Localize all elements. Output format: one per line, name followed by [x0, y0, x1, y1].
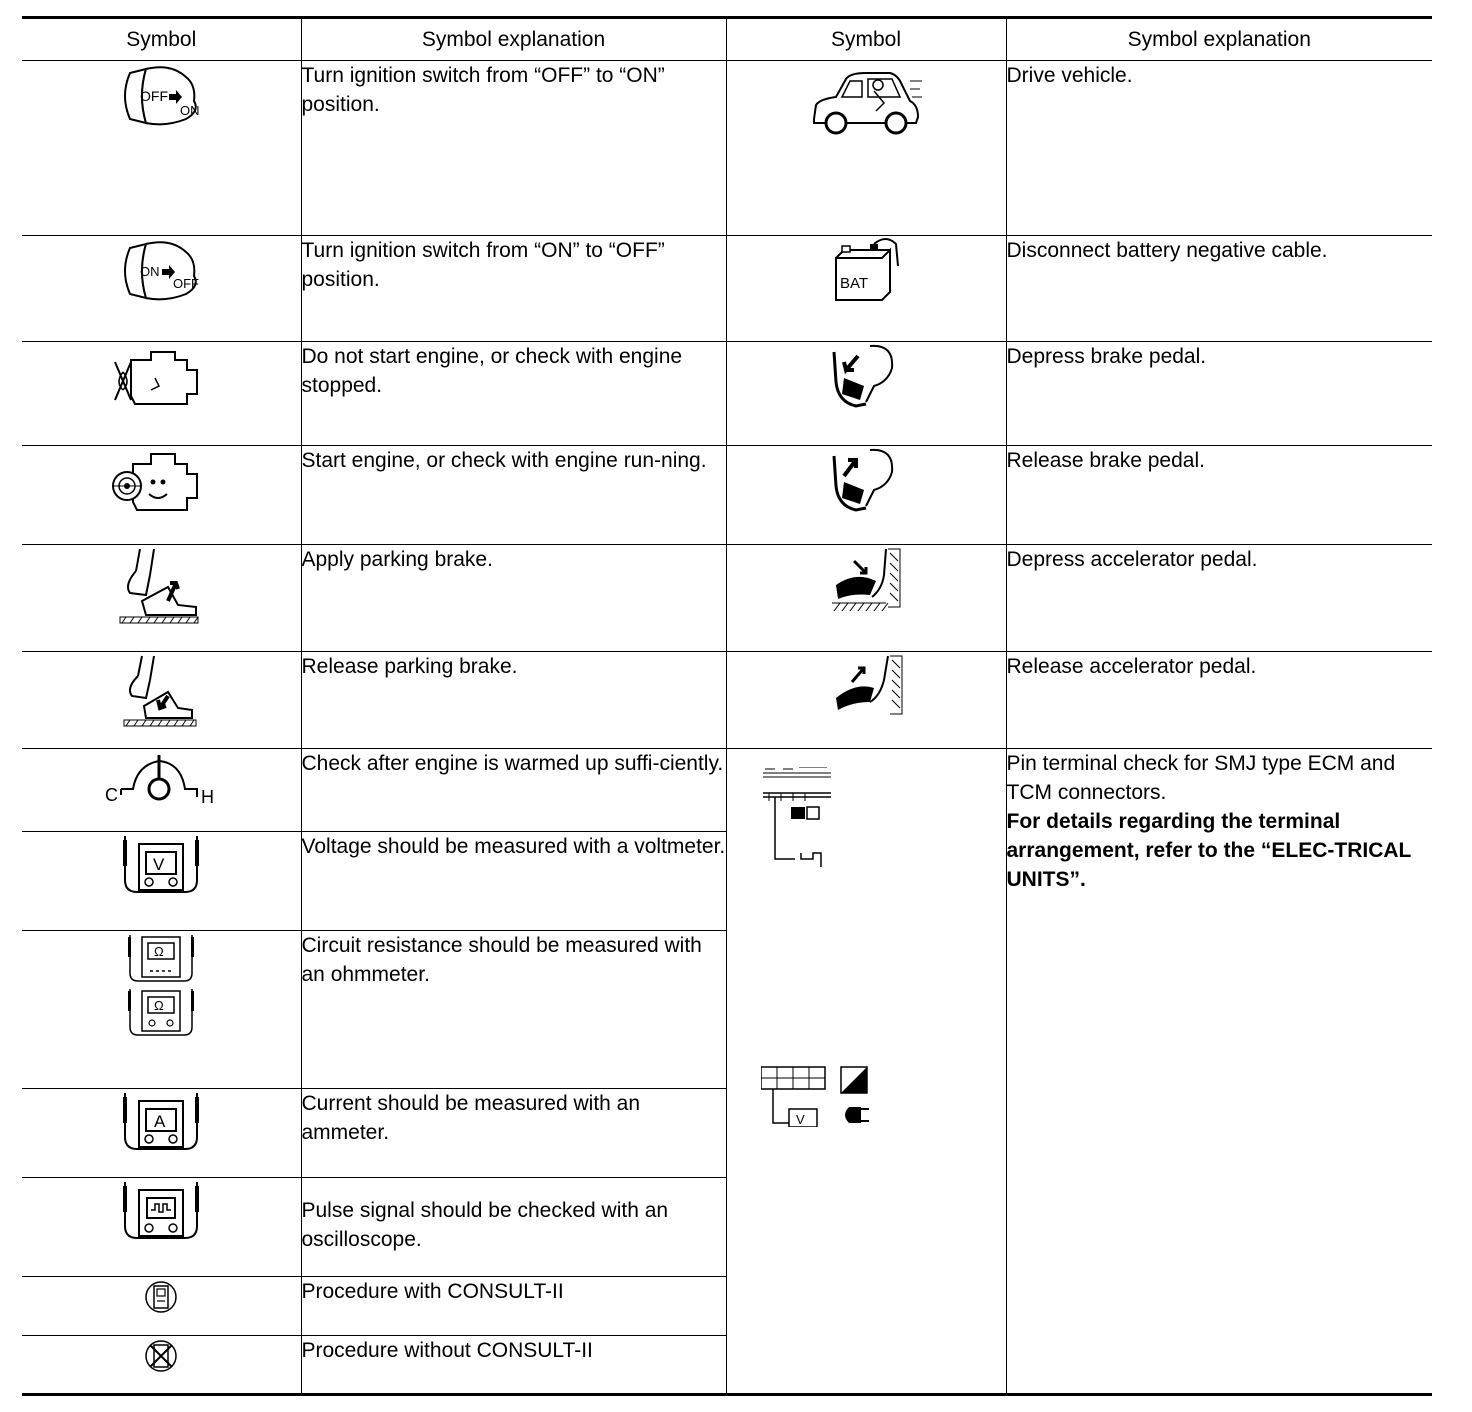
table-row	[22, 545, 1432, 652]
explanation-cell: Turn ignition switch from “ON” to “OFF” position.	[301, 236, 726, 342]
cold-label: C	[105, 785, 119, 805]
symbol-cell	[726, 61, 1006, 236]
hot-label: H	[201, 787, 215, 807]
pin-terminal-text: Pin terminal check for SMJ type ECM and TCM connectors.	[1006, 752, 1396, 804]
drive-vehicle-icon	[806, 61, 926, 141]
explanation-cell	[1006, 749, 1432, 1395]
explanation-cell: Release accelerator pedal.	[1006, 652, 1432, 749]
explanation-cell: Voltage should be measured with a voltmeter.	[301, 832, 726, 931]
symbol-cell	[22, 749, 301, 832]
battery-icon	[826, 236, 906, 306]
symbol-cell	[726, 749, 1006, 1395]
pin-terminal-check-icon	[761, 767, 911, 1127]
explanation-cell: Procedure without CONSULT-II	[301, 1336, 726, 1395]
temperature-gauge-icon	[101, 749, 221, 813]
table-row	[22, 342, 1432, 446]
on-label: ON	[180, 103, 200, 118]
explanation-cell: Release parking brake.	[301, 652, 726, 749]
symbol-cell	[22, 1277, 301, 1336]
depress-accelerator-icon	[826, 545, 906, 615]
pin-terminal-note: For details regarding the terminal arrangement, refer to the “ELEC-TRICAL UNITS”.	[1006, 810, 1412, 891]
symbol-cell	[22, 1336, 301, 1395]
depress-brake-pedal-icon	[826, 342, 906, 412]
table-row	[22, 749, 1432, 832]
symbol-table	[22, 16, 1432, 1396]
consult-ii-icon	[141, 1277, 181, 1317]
ohm-label: Ω	[154, 944, 164, 959]
header-symbol-left: Symbol	[22, 18, 301, 61]
a-label: A	[154, 1112, 166, 1131]
bat-label: BAT	[840, 275, 869, 292]
v-label: V	[153, 855, 165, 874]
explanation-cell: Disconnect battery negative cable.	[1006, 236, 1432, 342]
symbol-cell	[22, 832, 301, 931]
symbol-cell	[22, 652, 301, 749]
explanation-cell: Depress accelerator pedal.	[1006, 545, 1432, 652]
header-explanation-left: Symbol explanation	[301, 18, 726, 61]
explanation-cell: Pulse signal should be checked with an oscilloscope.	[301, 1178, 726, 1277]
symbol-cell	[726, 545, 1006, 652]
table-row	[22, 61, 1432, 236]
symbol-cell	[22, 236, 301, 342]
explanation-cell: Current should be measured with an ammeter.	[301, 1089, 726, 1178]
symbol-cell	[726, 236, 1006, 342]
on-label: ON	[140, 264, 160, 279]
ammeter-icon	[121, 1089, 201, 1155]
engine-stopped-icon	[111, 342, 211, 412]
off-label: OFF	[140, 88, 169, 104]
symbol-cell	[726, 446, 1006, 545]
ohm-label: Ω	[154, 998, 164, 1013]
v-label: V	[795, 1112, 805, 1127]
table-row	[22, 236, 1432, 342]
explanation-cell: Turn ignition switch from “OFF” to “ON” position.	[301, 61, 726, 236]
ohmmeter-icon	[126, 931, 196, 1041]
explanation-cell: Depress brake pedal.	[1006, 342, 1432, 446]
explanation-cell: Circuit resistance should be measured with an ohmmeter.	[301, 931, 726, 1089]
release-parking-brake-icon	[116, 652, 206, 732]
explanation-cell: Check after engine is warmed up suffi-ciently.	[301, 749, 726, 832]
oscilloscope-icon	[121, 1178, 201, 1244]
symbol-cell	[22, 1089, 301, 1178]
voltmeter-icon	[121, 832, 201, 898]
apply-parking-brake-icon	[116, 545, 206, 629]
symbol-cell	[726, 652, 1006, 749]
explanation-cell: Do not start engine, or check with engine stopped.	[301, 342, 726, 446]
engine-running-icon	[111, 446, 211, 516]
symbol-cell	[22, 342, 301, 446]
symbol-cell	[726, 342, 1006, 446]
explanation-cell: Release brake pedal.	[1006, 446, 1432, 545]
release-brake-pedal-icon	[826, 446, 906, 516]
symbol-cell	[22, 931, 301, 1089]
symbol-cell	[22, 545, 301, 652]
table-row	[22, 652, 1432, 749]
symbol-cell	[22, 1178, 301, 1277]
explanation-cell: Apply parking brake.	[301, 545, 726, 652]
symbol-cell	[22, 61, 301, 236]
symbol-cell	[22, 446, 301, 545]
ignition-off-to-on-icon	[116, 61, 206, 131]
ignition-on-to-off-icon	[116, 236, 206, 306]
header-explanation-right: Symbol explanation	[1006, 18, 1432, 61]
no-consult-ii-icon	[141, 1336, 181, 1376]
table-row	[22, 446, 1432, 545]
explanation-cell: Procedure with CONSULT-II	[301, 1277, 726, 1336]
header-symbol-right: Symbol	[726, 18, 1006, 61]
explanation-cell: Start engine, or check with engine run-ning.	[301, 446, 726, 545]
explanation-cell: Drive vehicle.	[1006, 61, 1432, 236]
release-accelerator-icon	[826, 652, 906, 722]
off-label: OFF	[173, 276, 200, 291]
